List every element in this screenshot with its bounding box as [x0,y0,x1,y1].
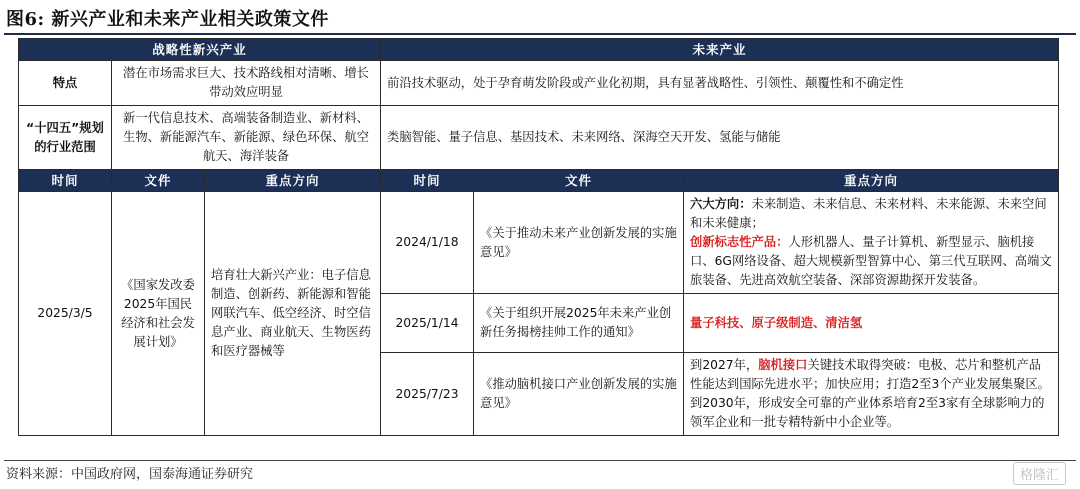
right-policy-focus-1 [684,192,1059,294]
subheader-doc-right: 文件 [474,170,684,192]
subheader-time-left: 时间 [19,170,112,192]
right-policy-focus-2 [684,294,1059,353]
focus-highlight-2: 量子科技、原子级制造、清洁氢 [690,315,863,330]
right-policy-time-3: 2025/7/23 [381,353,474,436]
scope-emerging: 新一代信息技术、高端装备制造业、新材料、生物、新能源汽车、新能源、绿色环保、航空航天、海洋装备 [112,106,381,170]
title-divider [4,33,1076,35]
right-policy-time-1: 2024/1/18 [381,192,474,294]
subheader-focus-right: 重点方向 [684,170,1059,192]
watermark-logo: 格隆汇 [1013,462,1066,485]
focus-text-products: 人形机器人、量子计算机、新型显示、脑机接口、6G网络设备、超大规模新型智算中心、第三代互联网、高端文旅装备、先进高效航空装备、深部资源勘探开发装备。 [690,235,1052,287]
features-future: 前沿技术驱动，处于孕育萌发阶段或产业化初期，具有显著战略性、引领性、颠覆性和不确定性 [381,61,1059,106]
right-policy-doc-1: 《关于推动未来产业创新发展的实施意见》 [474,192,684,294]
policy-row-1 [19,192,1059,294]
right-policy-time-2: 2025/1/14 [381,294,474,353]
focus-second-3: 到2030年，形成安全可靠的产业体系培育2至3家有全球影响力的领军企业和一批专精特新中小企业等。 [690,396,1045,429]
focus-label-directions: 六大方向： [690,197,752,211]
right-policy-focus-3 [684,353,1059,436]
header-future: 未来产业 [381,39,1059,61]
scope-label: “十四五”规划的行业范围 [19,106,112,170]
source-divider [4,460,1076,461]
features-emerging: 潜在市场需求巨大、技术路线相对清晰、增长带动效应明显 [112,61,381,106]
left-policy-time: 2025/3/5 [19,192,112,436]
features-label: 特点 [19,61,112,106]
subheader-doc-left: 文件 [112,170,205,192]
focus-text-directions: 未来制造、未来信息、未来材料、未来能源、未来空间和未来健康； [690,197,1047,230]
right-policy-doc-2: 《关于组织开展2025年未来产业创新任务揭榜挂帅工作的通知》 [474,294,684,353]
subheader-focus-left: 重点方向 [205,170,381,192]
focus-pre-3: 到2027年， [690,358,759,372]
scope-future: 类脑智能、量子信息、基因技术、未来网络、深海空天开发、氢能与储能 [381,106,1059,170]
figure-title: 图6: 新兴产业和未来产业相关政策文件 [6,9,329,30]
left-policy-doc: 《国家发改委2025年国民经济和社会发展计划》 [112,192,205,436]
features-row [19,61,1059,106]
header-emerging: 战略性新兴产业 [19,39,381,61]
header-row [19,39,1059,61]
policy-table [18,38,1059,436]
focus-label-products: 创新标志性产品： [690,235,789,249]
scope-row [19,106,1059,170]
focus-post-3: 关键技术取得突破：电极、芯片和整机产品性能达到国际先进水平；加快应用；打造2至3个产业发展集聚区。 [690,358,1050,391]
left-policy-focus: 培育壮大新兴产业：电子信息制造、创新药、新能源和智能网联汽车、低空经济、时空信息产业、商业航天、生物医药和医疗器械等 [205,192,381,436]
right-policy-doc-3: 《推动脑机接口产业创新发展的实施意见》 [474,353,684,436]
focus-highlight-3: 脑机接口 [758,358,808,372]
subheader-row [19,170,1059,192]
source-note: 资料来源：中国政府网，国泰海通证券研究 [6,467,254,482]
subheader-time-right: 时间 [381,170,474,192]
